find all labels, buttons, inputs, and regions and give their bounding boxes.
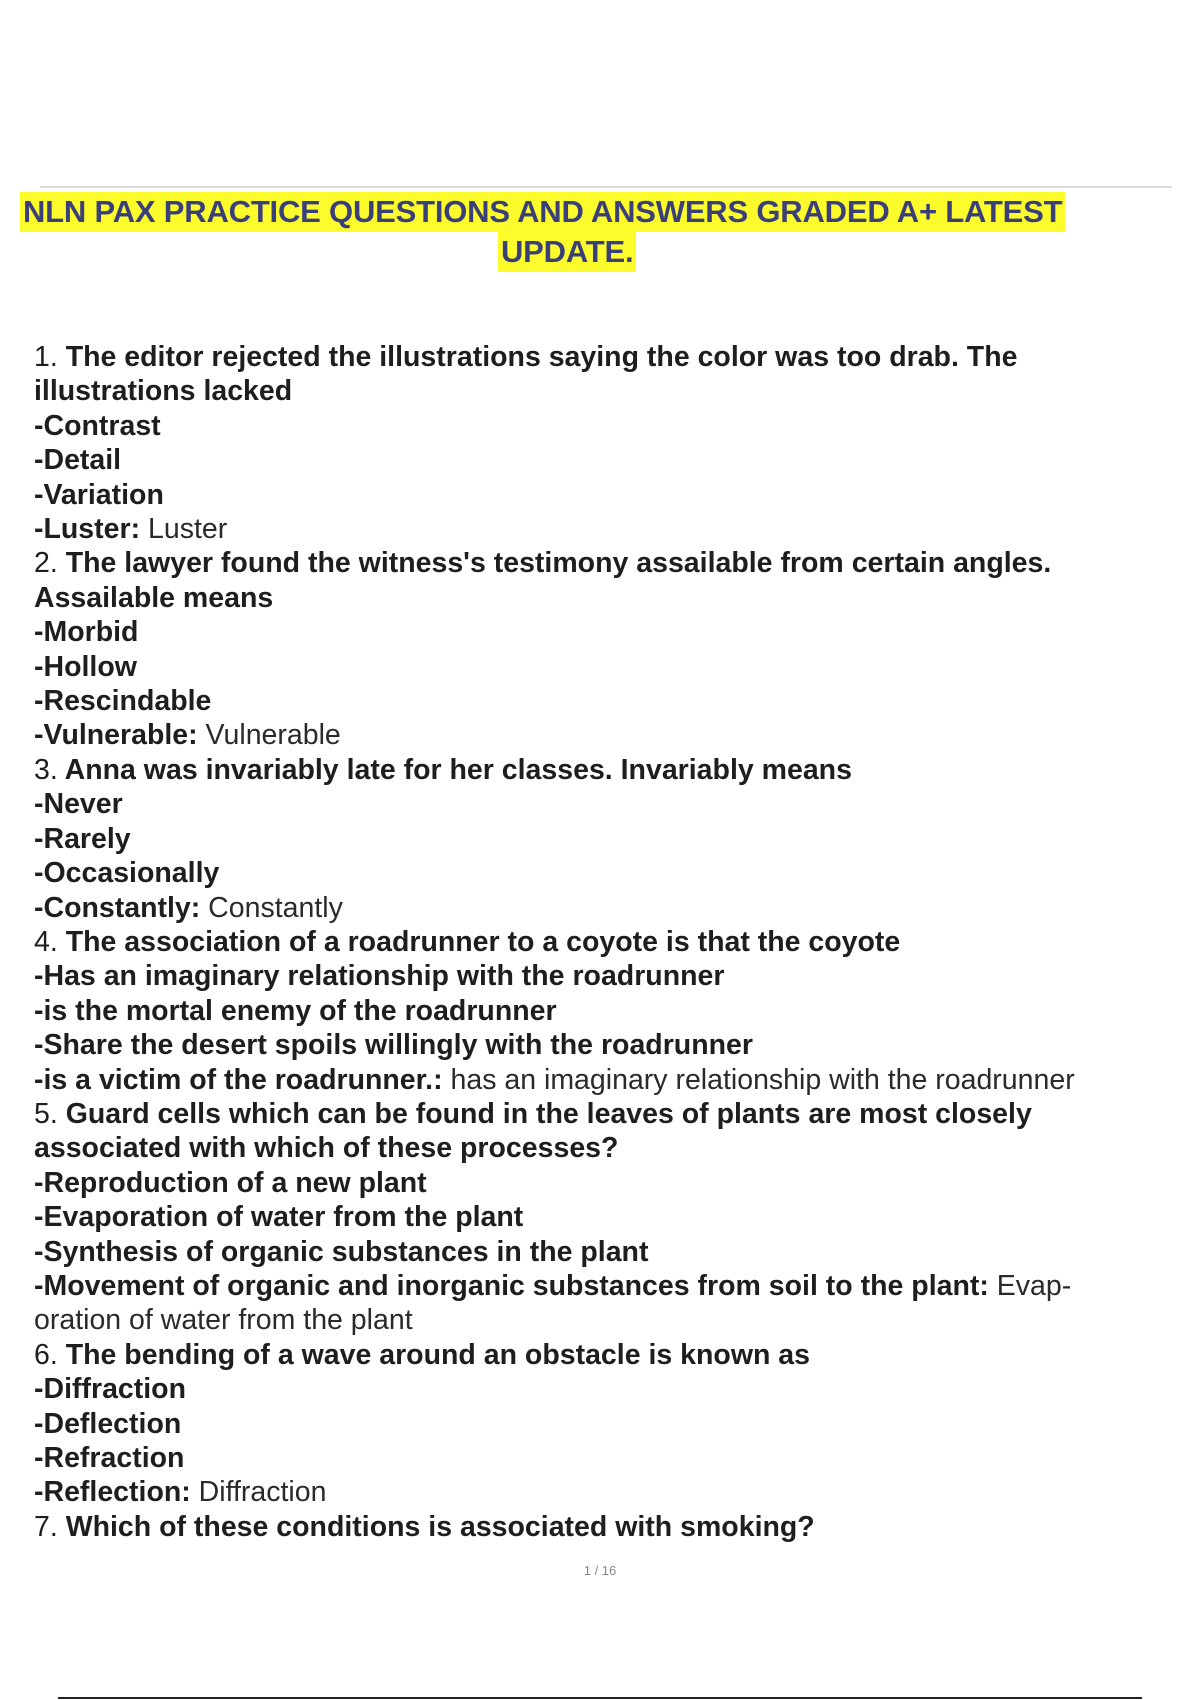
question-1-answer: Luster (140, 513, 228, 546)
question-1-answer-line: -Luster: Luster (34, 513, 228, 546)
question-4-stem: 4. The association of a roadrunner to a coyote is that the coyote (34, 925, 901, 958)
question-3-answer: Constantly (200, 891, 343, 924)
question-5-answer-line: -Movement of organic and inorganic substances from soil to the plant: Evap- (34, 1269, 1072, 1302)
question-7-stem: 7. Which of these conditions is associated with smoking? (34, 1510, 815, 1543)
document-title (20, 192, 1120, 272)
question-5-option: -Evaporation of water from the plant (34, 1201, 524, 1234)
question-6-option: -Diffraction (34, 1373, 186, 1406)
question-4-answer-line: -is a victim of the roadrunner.: has an imaginary relationship with the roadrunner (34, 1063, 1075, 1096)
question-1-stem-cont: illustrations lacked (34, 375, 293, 408)
question-4-option: -Share the desert spoils willingly with the roadrunner (34, 1029, 753, 1062)
question-6-answer-line: -Reflection: Diffraction (34, 1476, 327, 1509)
question-6-answer: Diffraction (190, 1476, 327, 1509)
question-4-option: -Has an imaginary relationship with the roadrunner (34, 960, 725, 993)
question-6-option: -Refraction (34, 1442, 185, 1474)
top-divider (40, 186, 1172, 188)
question-4-answer: has an imaginary relationship with the roadrunner (442, 1063, 1075, 1096)
page-number: 1 / 16 (583, 1563, 617, 1578)
question-1-stem: 1. The editor rejected the illustrations saying the color was too drab. The (34, 341, 1018, 373)
question-2-option: -Morbid (34, 616, 139, 649)
question-5-option: -Synthesis of organic substances in the plant (34, 1235, 649, 1268)
question-3-stem: 3. Anna was invariably late for her classes. Invariably means (34, 753, 852, 786)
question-3-option: -Rarely (34, 822, 131, 855)
question-2-option: -Rescindable (34, 685, 212, 718)
question-1-option: -Detail (34, 444, 122, 477)
question-2-stem: 2. The lawyer found the witness's testimony assailable from certain angles. (34, 547, 1052, 580)
question-3-option: -Occasionally (34, 857, 220, 890)
title-line-2: UPDATE. (498, 232, 636, 272)
bottom-divider (58, 1697, 1142, 1699)
question-2-answer-line: -Vulnerable: Vulnerable (34, 719, 341, 752)
question-5-stem-cont: associated with which of these processes? (34, 1132, 619, 1165)
question-6-stem: 6. The bending of a wave around an obstacle is known as (34, 1338, 811, 1371)
question-1-option: -Contrast (34, 409, 161, 442)
question-4-option: -is the mortal enemy of the roadrunner (34, 994, 557, 1027)
question-3-option: -Never (34, 788, 123, 821)
question-2-option: -Hollow (34, 650, 137, 683)
question-5-answer: Evap- (988, 1269, 1072, 1302)
question-2-answer: Vulnerable (197, 719, 341, 752)
title-line-1: NLN PAX PRACTICE QUESTIONS AND ANSWERS GRADED A+ LATEST (20, 192, 1065, 232)
question-list (34, 340, 1174, 1544)
question-3-answer-line: -Constantly: Constantly (34, 891, 343, 924)
question-5-answer-cont: oration of water from the plant (34, 1304, 413, 1337)
question-1-option: -Variation (34, 478, 164, 511)
question-5-stem: 5. Guard cells which can be found in the leaves of plants are most closely (34, 1097, 1032, 1130)
question-5-option: -Reproduction of a new plant (34, 1166, 427, 1199)
question-2-stem-cont: Assailable means (34, 581, 274, 614)
question-6-option: -Deflection (34, 1407, 182, 1440)
